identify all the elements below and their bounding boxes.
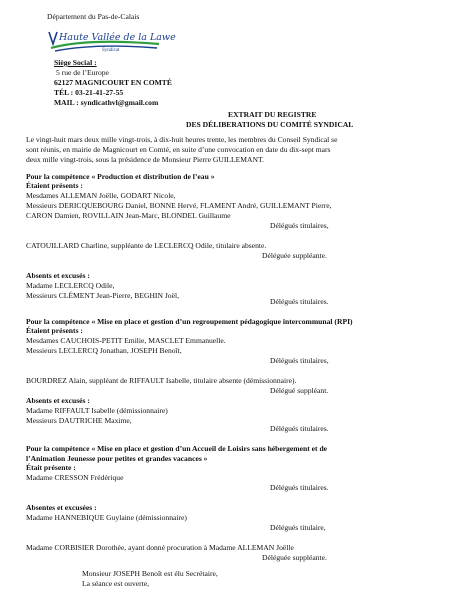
present-line: CARON Damien, ROVILLAIN Jean-Marc, BLONDEL Guillaume [26, 211, 231, 220]
section-heading-continued: l’Animation Jeunesse pour petites et grandes vacances » [26, 454, 208, 463]
phone-number: TÉL : 03-21-41-27-55 [54, 88, 124, 97]
logo-text: Haute Vallée de la Lawe [59, 32, 176, 43]
logo-subtext: Syndicat [102, 48, 120, 53]
absent-line: Madame RIFFAULT Isabelle (démissionnaire) [26, 406, 168, 415]
address-street: 5 rue de l’Europe [56, 68, 109, 77]
address-city: 62127 MAGNICOURT EN COMTÉ [54, 78, 172, 87]
titulaires-label: Délégués titulaires, [270, 356, 329, 365]
intro-line: Le vingt-huit mars deux mille vingt-trois, à dix-huit heures trente, les membres du Conseil Syndical se [26, 135, 338, 144]
absent-label: Absents et excusés : [26, 396, 90, 405]
session-opening-line: La séance est ouverte, [82, 579, 150, 588]
suppleant-line: BOURDREZ Alain, suppléant de RIFFAULT Isabelle, titulaire absente (démissionnaire). [26, 376, 297, 385]
present-line: Messieurs DERICQUEBOURG Daniel, BONNE Hervé, FLAMENT André, GUILLEMANT Pierre, [26, 201, 332, 210]
absent-titulaires-label: Délégués titulaires. [270, 297, 329, 306]
absent-label: Absentes et excusées : [26, 503, 97, 512]
absent-line: Madame LECLERCQ Odile, [26, 281, 115, 290]
absent-line: Madame HANNEBIQUE Guylaine (démissionnaire) [26, 513, 187, 522]
suppleant-label: Délégué suppléant. [270, 386, 329, 395]
syndicate-logo [47, 26, 176, 56]
procuration-label: Déléguée suppléante. [262, 553, 327, 562]
present-label: Était présente : [26, 463, 76, 472]
siege-social-label: Siège Social : [54, 58, 97, 67]
absent-line: Messieurs DAUTRICHE Maxime, [26, 416, 132, 425]
absent-titulaires-label: Délégués titulaires. [270, 424, 329, 433]
present-label: Étaient présents : [26, 181, 83, 190]
titulaires-label: Délégués titulaires, [270, 221, 329, 230]
present-line: Messieurs LECLERCQ Jonathan, JOSEPH Benoît, [26, 346, 182, 355]
procuration-line: Madame CORBISIER Dorothée, ayant donné procuration à Madame ALLEMAN Joëlle [26, 543, 294, 552]
department-label: Département du Pas-de-Calais [47, 12, 140, 21]
suppleant-line: CATOUILLARD Charline, suppléante de LECLERCQ Odile, titulaire absente. [26, 241, 267, 250]
intro-line: deux mille vingt-trois, sous la présidence de Monsieur Pierre GUILLEMANT. [26, 155, 264, 164]
section-heading: Pour la compétence « Production et distribution de l’eau » [26, 172, 215, 181]
section-heading: Pour la compétence « Mise en place et gestion d’un regroupement pédagogique intercommunal (RPI) [26, 317, 353, 326]
register-subtitle: DES DÉLIBERATIONS DU COMITÉ SYNDICAL [186, 120, 354, 129]
present-line: Mesdames CAUCHOIS-PETIT Emilie, MASCLET Emmanuelle. [26, 336, 226, 345]
section-heading: Pour la compétence « Mise en place et gestion d’un Accueil de Loisirs sans hébergement et de [26, 444, 328, 453]
present-label: Étaient présents : [26, 326, 83, 335]
present-line: Madame CRESSON Frédérique [26, 473, 124, 482]
suppleant-label: Déléguée suppléante. [262, 251, 327, 260]
present-line: Mesdames ALLEMAN Joëlle, GODART Nicole, [26, 191, 176, 200]
absent-label: Absents et excusés : [26, 271, 90, 280]
absent-line: Messieurs CLÉMENT Jean-Pierre, BEGHIN Joël, [26, 291, 179, 300]
titulaires-label: Délégués titulaires. [270, 483, 329, 492]
register-title: EXTRAIT DU REGISTRE [228, 110, 317, 119]
absent-titulaires-label: Délégués titulaire, [270, 523, 326, 532]
email-address: MAIL : syndicathvl@gmail.com [54, 98, 159, 107]
intro-line: sont réunis, en mairie de Magnicourt en Comté, en suite d’une convocation en date du dix-sept mars [26, 145, 331, 154]
secretary-line: Monsieur JOSEPH Benoît est élu Secrétaire, [82, 569, 218, 578]
